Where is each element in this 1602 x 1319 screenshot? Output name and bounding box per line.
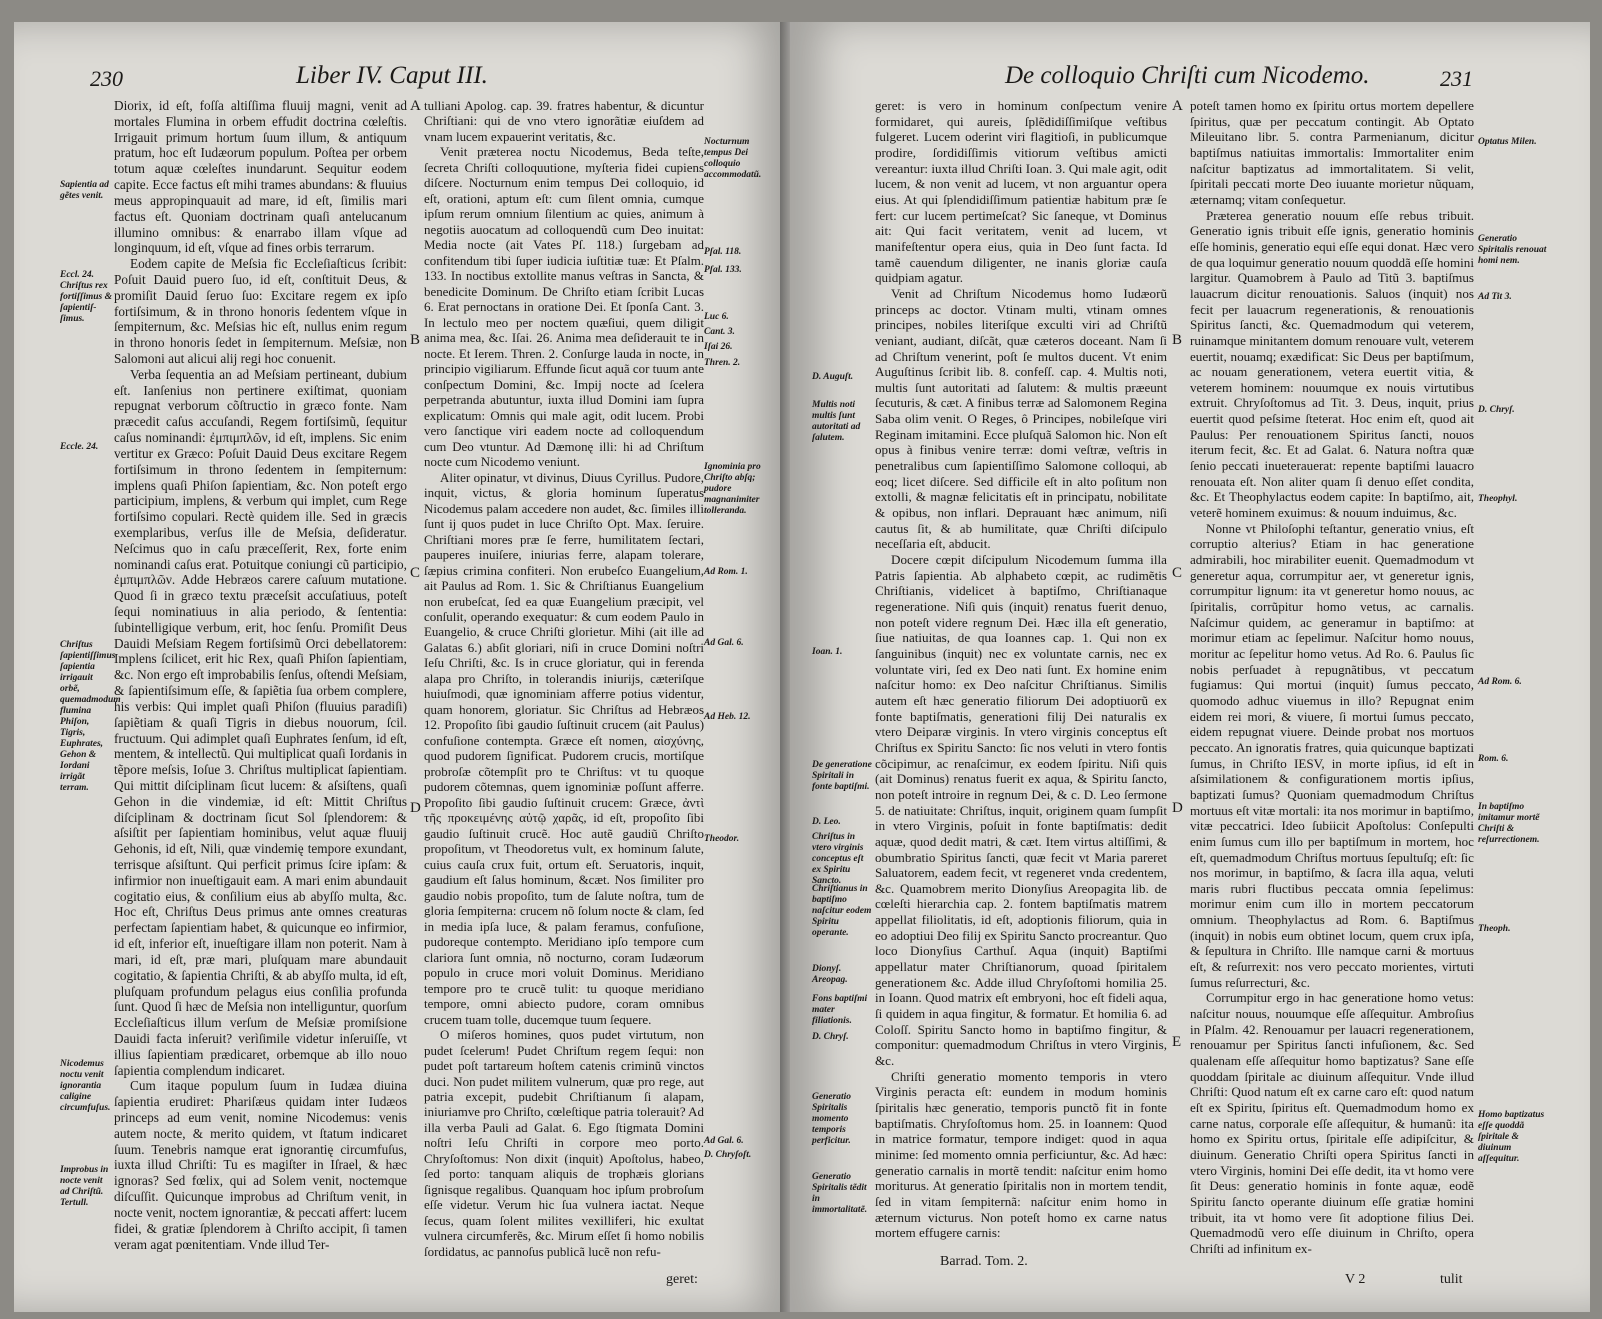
paragraph: Præterea generatio nouum eſſe rebus tribuit. Generatio ignis tribuit eſſe ignis, generatio hominis eſſe hominis, generatio equi eſſe equi donat. Hæc vero de qua loquimur generatio nouum quoddã eſſe homini largitur. Quamobrem à Paulo ad Titũ 3. baptiſmus lauacrum dicitur renouationis. Saluos (inquit) nos fecit per lauacrum regenerationis, & renouationis Spiritus ſancti, &c. Quemadmodum qui veterem, ruinamque minitantem domum renouare vult, veterem euertit, nouamq; exædificat: Sic Deus per baptiſmum, ac nouam generationem, vetera euertit vitia, & veterem hominem: nouumque ex nouis virtutibus extruit. Chryſoſtomus ad Tit. 3. Deus, inquit, prius euertit quod peſsime ſteterat. Hoc enim eſt, quod ait Paulus: Per renouationem Spiritus ſancti, nouos iterum fecit, &c. Et ad Galat. 6. Natura noſtra quæ ſenio peccati inueterauerat: repente baptiſmi lauacro renouata eſt. Non aliter quam ſi denuo eſſet condita, &c. Et Theophylactus eodem capite: In baptiſmo, ait, veterẽ hominem exuimus: & nouum induimus, &c. bbox=[1190, 207, 1474, 521]
right-column-2 bbox=[1190, 98, 1474, 1268]
right-page bbox=[790, 22, 1590, 1312]
right-column-1 bbox=[875, 98, 1167, 1263]
paragraph: Chriſti generatio momento temporis in vtero Virginis peracta eſt: eundem in modum hominis ſpiritalis hæc generatio, temporis punctõ fit in fonte baptiſmatis. Chryſoſtomus hom. 25. in Ioannem: Quod in matrice formatur, tempore indiget: quod in aqua minime: ſed momento omnia perficiuntur, &c. Ad hæc: generatio carnalis in mortẽ tendit: naſcitur enim homo moriturus. At generatio ſpiritalis non in mortem tendit, ſed in vitam ſempiternã: naſcitur enim homo in æternum victurus. Non poteſt homo ex carne natus mortem effugere carnis: bbox=[875, 1068, 1167, 1241]
margin-note: D. Chryſoſt. bbox=[704, 1150, 752, 1160]
catchword-right: tulit bbox=[1440, 1272, 1463, 1287]
margin-note: Optatus Milen. bbox=[1478, 137, 1537, 147]
running-head-right: De colloquio Chriſti cum Nicodemo. bbox=[1005, 62, 1370, 89]
signature-mark: V 2 bbox=[1345, 1272, 1366, 1287]
margin-note: Ad Gal. 6. bbox=[704, 638, 744, 648]
margin-note: Theodor. bbox=[704, 834, 740, 844]
margin-note: Pſal. 133. bbox=[704, 265, 742, 275]
left-column-1 bbox=[114, 98, 407, 1263]
margin-note: Iſai 26. bbox=[704, 342, 733, 352]
margin-note: Generatio Spiritalis tẽdit in immortalitatẽ. bbox=[812, 1172, 868, 1215]
section-letter: B bbox=[1172, 332, 1183, 348]
paragraph: Docere cœpit diſcipulum Nicodemum ſumma illa Patris ſapientia. Ab alphabeto cœpit, ac rudimẽtis Chriſtianis, videlicet à baptiſmo, Chriſtianaque regeneratione. Niſi quis (inquit) renatus fuerit denuo, non poteſt videre regnum Dei. Hæc illa eſt generatio, ſiue natiuitas, de qua Ioannes cap. 1. Qui non ex ſanguinibus (inquit) nec ex voluntate carnis, nec ex voluntate viri, ſed ex Deo nati ſunt. Ex homine enim naſcitur homo: ex Deo naſcitur Chriſtianus. Similis autem eſt hæc generatio filiorum Dei adoptiuorũ ex fonte baptiſmatis, generationi filij Dei naturalis ex vtero Deiparæ virginis. In vtero virginis conceptus eſt Chriſtus ex Spiritu Sancto: ſic nos veluti in vtero fontis cõcipimur, ac renaſcimur, ex eodem ſpiritu. Niſi quis (ait Dominus) renatus fuerit ex aqua, & Spiritu ſancto, non poteſt introire in regnum Dei, & c. D. Leo ſermone 5. de natiuitate: Chriſtus, inquit, originem quam ſumpſit in vtero Virginis, poſuit in fonte baptiſmatis: dedit aquæ, quod dedit matri, & cæt. Item virtus altiſſimi, & obumbratio Spiritus ſancti, quæ fecit vt Maria pareret Saluatorem, eadem fecit, vt regeneret vnda credentem, &c. Quamobrem merito Dionyſius Areopagita lib. de cœleſti hierarchia cap. 2. fontem baptiſmatis matrem appellat filiolitatis, id eſt, adoptionis filiorum, quia in eo adoptiui Deo filij ex Spiritu Sancto procreantur. Quo loco Dionyſius Carthuſ. Aqua (inquit) Baptiſmi appellatur mater Chriſtianorum, quoad ſpiritalem generationem &c. Adde illud Chryſoſtomi homilia 25. in Ioann. Quod matrix eſt embryoni, hoc eſt fideli aqua, ſi quidem in aqua fingitur, & formatur. Et homilia 6. ad Coloſſ. Spiritu Sancto homo in baptiſmo fingitur, & componitur: quemadmodum Chriſtus in vtero Virginis, &c. bbox=[875, 552, 1167, 1069]
margin-note: D. Leo. bbox=[812, 817, 841, 827]
margin-note: Pſal. 118. bbox=[704, 247, 742, 257]
margin-note: Generatio Spiritalis renouat homi nem. bbox=[1478, 234, 1547, 266]
paragraph: O miſeros homines, quos pudet virtutum, non pudet ſcelerum! Pudet Chriſtum regem ſequi: non pudet poſt tartareum hoſtem catenis criminũ vinctos duci. Non pudet militem vulnerum, quæ pro rege, aut patria excepit, pudebit Chriſtianum ſi alapam, iniuriamve pro Chriſto, cœleſtique patria tolerauit? Ad illa verba Pauli ad Galat. 6. Ego ſtigmata Domini noſtri Ieſu Chriſti in corpore meo porto. Chryſoſtomus: Non dixit (inquit) Apoſtolus, habeo, ſed porto: tanquam aliquis de trophæis glorians ſignisque regalibus. Quanquam hoc ipſum probroſum eſſe videtur. Verum hic ſua vulnera iactat. Neque ſecus, quam ſolent milites vexilliferi, hic exultat vulnera circumferẽs, &c. Mirum eſſet ſi homo nobilis ſordidatus, ac pannoſus publicã lucẽ non refu- bbox=[424, 1027, 704, 1259]
margin-note: Sapientia ad gẽtes venit. bbox=[60, 180, 109, 201]
section-letter: E bbox=[1172, 1034, 1182, 1050]
margin-note: Homo baptizatus eſſe quoddã ſpiritale & diuinum aſſequitur. bbox=[1478, 1110, 1545, 1164]
section-letter: A bbox=[410, 98, 421, 114]
margin-note: Eccle. 24. bbox=[60, 442, 99, 452]
section-letter: A bbox=[1172, 98, 1183, 114]
paragraph: poteſt tamen homo ex ſpiritu ortus mortem depellere ſpiritus, quæ per peccatum contingit. Ab Optato Mileuitano libr. 5. contra Parmenianum, dicitur baptiſmus natiuitas immortalis: Immortaliter enim naſcitur baptizatus ad immortalitatem. Si velit, ſpiritali peccati morte Deo iuuante morietur nũquam, æternamq; vitam conſequetur. bbox=[1190, 98, 1474, 207]
paragraph: Eodem capite de Meſsia fic Eccleſiaſticus ſcribit: Poſuit Dauid puero ſuo, id eſt, conſtituit Deus, & promiſit Dauid ſeruo ſuo: Excitare regem ex ipſo fortiſsimum, & in throno honoris ſedentem vſque in ſempiternum, &c. Meſsias hic eſt, nullus enim regum in throno honoris ſedet in ſempiternum. Meſsiæ, non Salomoni aut alicui alij regi hoc conuenit. bbox=[114, 256, 407, 366]
section-letter: D bbox=[1172, 800, 1183, 816]
margin-note: Ad Rom. 1. bbox=[704, 567, 748, 577]
margin-note: Generatio Spiritalis momento temporis perficitur. bbox=[812, 1092, 852, 1146]
margin-note: Luc 6. bbox=[704, 312, 729, 322]
margin-note: Multis noti multis ſunt autoritati ad ſalutem. bbox=[812, 400, 861, 443]
left-column-2 bbox=[424, 98, 704, 1268]
running-head-left: Liber IV. Caput III. bbox=[296, 62, 488, 89]
paragraph: geret: is vero in hominum conſpectum venire formidaret, qui aureis, ſplẽdidiſſimiſque veſtibus fulgeret. Lucem oderint viri flagitioſi, in publicumque prodire, ſordidiſſimis vitiorum veſtibus amicti vereantur: iuxta illud Chriſti Ioan. 3. Qui male agit, odit lucem, & non venit ad lucem, vt non arguantur opera eius. At qui ſplendidiſſimum patientiæ habitum præ ſe fert: cur lucem pertimeſcat? Sic ſaneque, vt Dominus ait: Qui facit veritatem, venit ad lucem, vt manifeſtentur opera eius, quia in Deo ſunt facta. Id tamẽ cauendum diligenter, ne inanis gloriæ cauſa quidpiam agatur. bbox=[875, 98, 1167, 286]
section-letter: D bbox=[410, 800, 421, 816]
margin-note: In baptiſmo imitamur mortẽ Chriſti & reſurrectionem. bbox=[1478, 802, 1540, 845]
margin-note: Nocturnum tempus Dei colloquio accommodatũ. bbox=[704, 137, 762, 180]
margin-note: Ad Gal. 6. bbox=[704, 1136, 744, 1146]
left-page bbox=[14, 22, 790, 1312]
margin-note: Fons baptiſmi mater filiationis. bbox=[812, 994, 868, 1026]
margin-note: Ioan. 1. bbox=[812, 647, 843, 657]
margin-note: Cant. 3. bbox=[704, 327, 735, 337]
paragraph: Verba ſequentia an ad Meſsiam pertineant, dubium eſt. Ianſenius non pertinere exiſtimat, quoniam repugnat verborum cõſtructio in græco fonte. Nam præcedit caſus accuſandi, Regem fortiſsimũ, ſequitur caſus nominandi: ἐμπιμπλῶν, id eſt, implens. Sic enim vertitur ex Græco: Poſuit Dauid Deus excitare Regem fortiſsimum in throno ſedentem in ſempiternum: implens quaſi Phiſon ſapientiam, &c. Non poteſt ergo participium, implens, & verbum qui implet, cum Rege fortiſsimo copulari. Rectè quidem ille. Sed in græcis exemplaribus, verſus ille de Meſsia, deſideratur. Neſcimus quo in caſu præceſſerit, Rex, forte enim nominandi caſus erat. Potuitque coniungi cũ participio, ἐμπιμπλῶν. Adde Hebræos carere caſuum mutatione. Quod ſi in græco textu præceſsit accuſatiuus, poteſt ſequi nominatiuus in alia periodo, & ſententia: ſubintelligique verbum, erit, hoc ſenſu. Promiſit Deus Dauidi Meſsiam Regem fortiſsimũ Orci debellatorem: Implens ſcilicet, erit hic Rex, quaſi Phiſon ſapientiam, &c. Non ergo eſt improbabilis ſenſus, oſtendi Meſsiam, & ſapientiſsimum eſſe, & ſapiẽtia ſua orbem complere, his verbis: Qui implet quaſi Phiſon (fluuius paradiſi) ſapiẽtiam & quaſi Tigris in diebus nouorum, ſcil. fructuum. Qui adimplet quaſi Euphrates ſenſum, id eſt, mentem, & intellectũ. Qui multiplicat quaſi Iordanis in tẽpore meſsis, Ioſue 3. Chriſtus multiplicat ſapientiam. Qui mittit diſciplinam ſicut lucem: & aſsiſtens, quaſi Gehon in die vindemiæ, id eſt: Mittit Chriſtus diſciplinam & doctrinam ſicut Sol ſplendorem: & aſsiſtit per ſapientiam hominibus, velut aquæ fluuij Gehonis, id eſt, Nili, quæ vindemię tempore exundant, terrisque aſsiſtunt. Qui perficit primus ſcire ipſam: & infirmior non inueſtigauit eam. A mari enim abundauit cogitatio eius, & conſilium eius ab abyſſo multa, &c. Hoc eſt, Chriſtus Deus primus ante omnes creaturas perfectam ſapientiam habet, & quicunque eo infirmior, id eſt, inferior eſt, inueſtigare illam non poterit. Nam à mari, id eſt, præ mari, pluſquam mare abundauit cogitatio, & ſapientia Chriſti, & ab abyſſo multa, id eſt, pluſquam profundum pelagus eius conſilia profunda ſunt. Quod ſi hæc de Meſsia non intelliguntur, quorſum Eccleſiaſticus illum verſum de Meſsiæ promiſsione Dauidi facta inſeruit? verìſimile videtur inſeruiſſe, vt illius ſapientiam prædicaret, orbemque ab illo nouo ſapientia complendum indicaret. bbox=[114, 366, 407, 1078]
paragraph: Corrumpitur ergo in hac generatione homo vetus: naſcitur nouus, nouumque eſſe aſſequitur. Ambroſius in Pſalm. 42. Renouamur per lauacri regenerationem, renouamur per Spiritus ſancti infuſionem, &c. Sed qualenam eſſe aſſequitur homo baptizatus? Sane eſſe quoddam ſpiritale ac diuinum aſſequitur. Vnde illud Chriſti: Quod natum eſt ex carne caro eſt: quod natum eſt ex Spiritu, ſpiritus eſt. Quemadmodum homo ex carne natus, corporale eſſe aſſequitur, & humanũ: ita homo ex Spiritu ortus, ſpiritale eſſe adipiſcitur, & diuinum. Generatio Chriſti opera Spiritus ſancti in vtero Virginis, homini Dei eſſe dedit, ita vt homo vere ſit Deus: generatio hominis in fonte aquæ, eodẽ Spiritu ſancto operante diuinum eſſe gratiæ homini tribuit, ita vt homo vere ſit adoptione filius Dei. Quemadmodũ vero eſſe diuinum in Chriſto, opera Chriſti ad infinitum ex- bbox=[1190, 990, 1474, 1256]
margin-note: Ad Rom. 6. bbox=[1478, 677, 1522, 687]
section-letter: B bbox=[410, 332, 421, 348]
paragraph: Nonne vt Philoſophi teſtantur, generatio vnius, eſt corruptio alterius? Etiam in hac generatione admirabili, hoc mirabiliter euenit. Quemadmodum vt generetur aqua, corrumpitur aer, vt generetur ignis, corrumpitur lignum: ita vt generetur homo nouus, ac ſpiritalis, corrũpitur homo vetus, ac carnalis. Naſcimur quidem, ac generamur in baptiſmo: at morimur etiam ac ſepelimur. Naſcitur homo nouus, moritur ac ſepelitur homo vetus. Ad Ro. 6. Paulus ſic nobis perſuadet à repugnãtibus, vt peccatum fugiamus: Qui mortui (inquit) ſumus peccato, quomodo adhuc viuemus in illo? Repugnat enim eidem rei mori, & viuere, ſi mortui ſumus peccato, eidem repugnat viuere. Deinde probat nos mortuos peccato. An ignoratis fratres, quia quicunque baptizati ſumus, in Chriſto IESV, in morte ipſius, id eſt in aſsimilationem & configurationem mortis ipſius, baptizati ſumus? Quoniam quemadmodum Chriſtus mortuus eſt vitæ mortali: ita nos morimur in baptiſmo, vitæ peccatrici. Ideo ſubiicit Apoſtolus: Conſepulti enim ſumus cum illo per baptiſmum in mortem, hoc eſt, quemadmodum Chriſtus mortuus ſepultuſq; eſt: ſic nos morimur, in baptiſmo, & ſacra illa aqua, veluti maris rubri fluctibus peccata omnia ſepelimus: morimur enim cum illo in mortem peccatorum omnium. Theophylactus ad Rom. 6. Baptiſmus (inquit) in nobis eum obtinet locum, quem crux ipſa, & ſepultura in Chriſto. Ille namque carni & mortuus eſt, & reſurrexit: nos vero peccato morientes, virtuti ſumus reſurrecturi, &c. bbox=[1190, 520, 1474, 990]
margin-note: Eccl. 24. Chriſtus rex fortiſſimus & ſapientiſ-ſimus. bbox=[60, 270, 112, 324]
margin-note: D. Chryſ. bbox=[812, 1032, 849, 1042]
margin-note: Ad Tit 3. bbox=[1478, 292, 1512, 302]
margin-note: Rom. 6. bbox=[1478, 754, 1509, 764]
margin-note: Chriſtus ſapientiſſimus ſapientia irrigauit orbẽ, quemadmodum flumina Phiſon, Tigris, Euphrates, Gehon & Iordani irrigãt terram. bbox=[60, 640, 121, 793]
paragraph: tulliani Apolog. cap. 39. fratres habentur, & dicuntur Chriſtiani: qui de vno vtero ignorãtiæ eiuſdem ad vnam lucem expauerint veritatis, &c. bbox=[424, 98, 704, 144]
folio-left: 230 bbox=[90, 66, 123, 91]
margin-note: D. Auguſt. bbox=[812, 372, 854, 382]
margin-note: Theophyl. bbox=[1478, 494, 1518, 504]
margin-note: Ad Heb. 12. bbox=[704, 712, 751, 722]
margin-note: Theoph. bbox=[1478, 924, 1511, 934]
paragraph: Aliter opinatur, vt divinus, Diuus Cyrillus. Pudore, inquit, victus, & gloria hominum ſuperatus Nicodemus palam accedere non audet, &c. ſimiles illi ſunt ij quos pudet in luce Chriſto Opt. Max. ſeruire. Chriſtiani mores præ ſe ferre, humilitatem ſectari, pauperes inuiſere, iniurias ferre, alapam tolerare, ſæpius crimina confiteri. Non erubeſco Euangelium, ait Paulus ad Rom. 1. Sic & Chriſtianus Euangelium non erubeſcat, ſed ea quæ Euangelium præcipit, vel conſulit, operando exequatur: & cum eodem Paulo in Euangelio, & cruce Chriſti glorietur. Mihi (ait ille ad Galatas 6.) abſit gloriari, niſi in cruce Domini noſtri Ieſu Chriſti, &c. Is in cruce gloriatur, qui in ferenda alapa pro Chriſto, in tolerandis iniurijs, cæteriſque huiuſmodi, quæ ignominiam afferre potius videntur, quam honorem, gloriatur. Sic Chriſtus ad Hebræos 12. Propoſito ſibi gaudio ſuſtinuit crucem (ait Paulus) confuſione contempta. Græce eſt nomen, αἰσχύνης, quod pudorem ſignificat. Pudorem crucis, mortiſque probroſæ cõtempſit pro te Chriſtus: vt tu quoque pudorem cõtemnas, quem ignominiæ poſſunt afferre. Propoſito ſibi gaudio ſuſtinuit crucem: Græce, ἀντὶ τῆς προκειμένης αὐτῷ χαρᾶς, id eſt, propoſito ſibi gaudio ſuſtinuit crucẽ. Hoc autẽ gaudiũ Chriſto propoſitum, vt Theodoretus vult, ex hominum ſalute, cuius cauſa crux fuit, ortum eſt. Seruatoris, inquit, gaudium eſt ſalus hominum, &cæt. Nos ſimiliter pro gaudio nobis propoſito, tum de ſalute noſtra, tum de gloria ſempiterna: crucem nõ ſolum nocte & clam, ſed in media ipſa luce, & palam feramus, confuſione, pudoreque contempto. Meridiano ipſo tempore cum clariora ſunt omnia, nõ nocturno, coram Iudæorum populo in cruce mori voluit Dominus. Meridiano tempore pro te crucẽ tulit: tu quoque meridiano tempore, omni abiecto pudore, coram omnibus crucem tuam tolle, ducemque tuum ſequere. bbox=[424, 469, 704, 1027]
paragraph: Venit ad Chriſtum Nicodemus homo Iudæorũ princeps ac doctor. Vtinam multi, vtinam omnes principes, nobiles literiſque exculti viri ad Chriſtũ veniant, audiant, diſcãt, quæ cæteros doceant. Nam ſi ad Chriſtum venerint, poſt ſe multos ducent. Vt enim Auguſtinus ſcribit lib. 8. confeſſ. cap. 4. Multis noti, multis ſunt autoritati ad ſalutem: & multis præeunt ſecuturis, & cæt. A finibus terræ ad Salomonem Regina Saba olim venit. O Reges, ô Principes, nobileſque viri Reginam imitamini. Ecce pluſquã Salomon hic. Non eſt opus à finibus venire terræ: domi veſtræ, veſtris in penetralibus cum ſapientiſſimo Salomone colloqui, ab eoq; licet diſcere. Sed difficile eſt in alto poſitum non extolli, & magnæ felicitatis eſt in principatu, nobilitate & opibus, non inflari. Deprauant hæc animum, niſi cautus ſit, & ab humilitate, quæ Chriſti diſcipulo neceſſaria eſt, abducit. bbox=[875, 285, 1167, 552]
section-letter: C bbox=[1172, 565, 1183, 581]
margin-note: Improbus in nocte venit ad Chriſtũ. Tertull. bbox=[60, 1165, 109, 1208]
margin-note: Chriſtianus in baptiſmo naſcitur eodem Spiritu operante. bbox=[812, 884, 872, 938]
margin-note: Thren. 2. bbox=[704, 358, 741, 368]
catchword-left: geret: bbox=[666, 1272, 698, 1287]
paragraph: Diorix, id eſt, foſſa altiſſima fluuij magni, venit ad mortales Flumina in orbem effudit doctrina cœleſtis. Irrigauit primum hortum ſuum illum, & antiquum pratum, hoc eſt Iudæorum populum. Poſtea per orbem totum aquæ cœleſtes inundarunt. Sequitur eodem capite. Ecce factus eſt mihi trames abundans: & fluuius meus appropinquauit ad mare, id eſt, ſimilis mari factus eſt. Quoniam doctrinam quaſi antelucanum illumino omnibus: & enarrabo illam vſque ad longinquum, id eſt, vſque ad fines orbis terrarum. bbox=[114, 98, 407, 256]
paragraph: Cum itaque populum ſuum in Iudæa diuina ſapientia erudiret: Phariſæus quidam inter Iudæos princeps ad eum venit, nomine Nicodemus: venis autem nocte, & merito quidem, vt ſtatum indicaret ſuum. Tenebris namque erat ignorantię circumfuſus, iuxta illud Chriſti: Tu es magiſter in Iſrael, & hæc ignoras? Sed fœlix, qui ad Solem venit, noctemque diſcuſſit. Quicunque improbus ad Chriſtum venit, in nocte venit, noctem ignorantiæ, & peccati affert: lucem fidei, & gratiæ ſplendorem à Chriſto accipit, ſi tamen veram agat pœnitentiam. Vnde illud Ter- bbox=[114, 1078, 407, 1252]
section-letter: C bbox=[410, 565, 421, 581]
margin-note: Nicodemus noctu venit ignorantia caligine circumfuſus. bbox=[60, 1059, 111, 1113]
margin-note: Chriſtus in vtero virginis conceptus eſt ex Spiritu Sancto. bbox=[812, 832, 864, 886]
folio-right: 231 bbox=[1440, 66, 1473, 91]
margin-note: Ignominia pro Chriſto abſq; pudore magnanimiter tolleranda. bbox=[704, 462, 761, 516]
paragraph: Venit præterea noctu Nicodemus, Beda teſte, ſecreta Chriſti colloquutione, myſteria fidei cupiens diſcere. Nocturnum enim tempus Dei colloquio, id eſt, orationi, aptum eſt: cum ſilent omnia, cumque ipſum rerum omnium ſilentium ac quies, animum à negotiis auocatum ad colloquendũ cum Deo inuitat: Media nocte (ait Vates Pſ. 118.) ſurgebam ad confitendum tibi ſuper iudicia iuſtitiæ tuæ: Et Pſalm. 133. In noctibus extollite manus veſtras in Sancta, & benedicite Dominum. De Chriſto etiam ſcribit Lucas 6. Erat pernoctans in oratione Dei. Et ſponſa Cant. 3. In lectulo meo per noctem quæſiui, quem diligit anima mea, &c. Iſai. 26. Anima mea deſiderauit te in nocte. Et Ierem. Thren. 2. Conſurge lauda in nocte, in principio vigiliarum. Effunde ſicut aquã cor tuum ante conſpectum Domini, &c. Impij nocte ad ſcelera perpetranda abutuntur, iuxta illud Domini iam ſupra explicatum: Omnis qui male agit, odit lucem. Probi vero ſanctique viri eadem nocte ad colloquendum cum Deo vtuntur. Ad Dæmonę illi: hi ad Chriſtum nocte cum Nicodemo veniunt. bbox=[424, 144, 704, 470]
signature-line: Barrad. Tom. 2. bbox=[940, 1254, 1028, 1269]
margin-note: D. Chryſ. bbox=[1478, 405, 1515, 415]
margin-note: Dionyſ. Areopag. bbox=[812, 964, 848, 985]
margin-note: De generatione Spiritali in fonte baptiſmi. bbox=[812, 760, 872, 792]
